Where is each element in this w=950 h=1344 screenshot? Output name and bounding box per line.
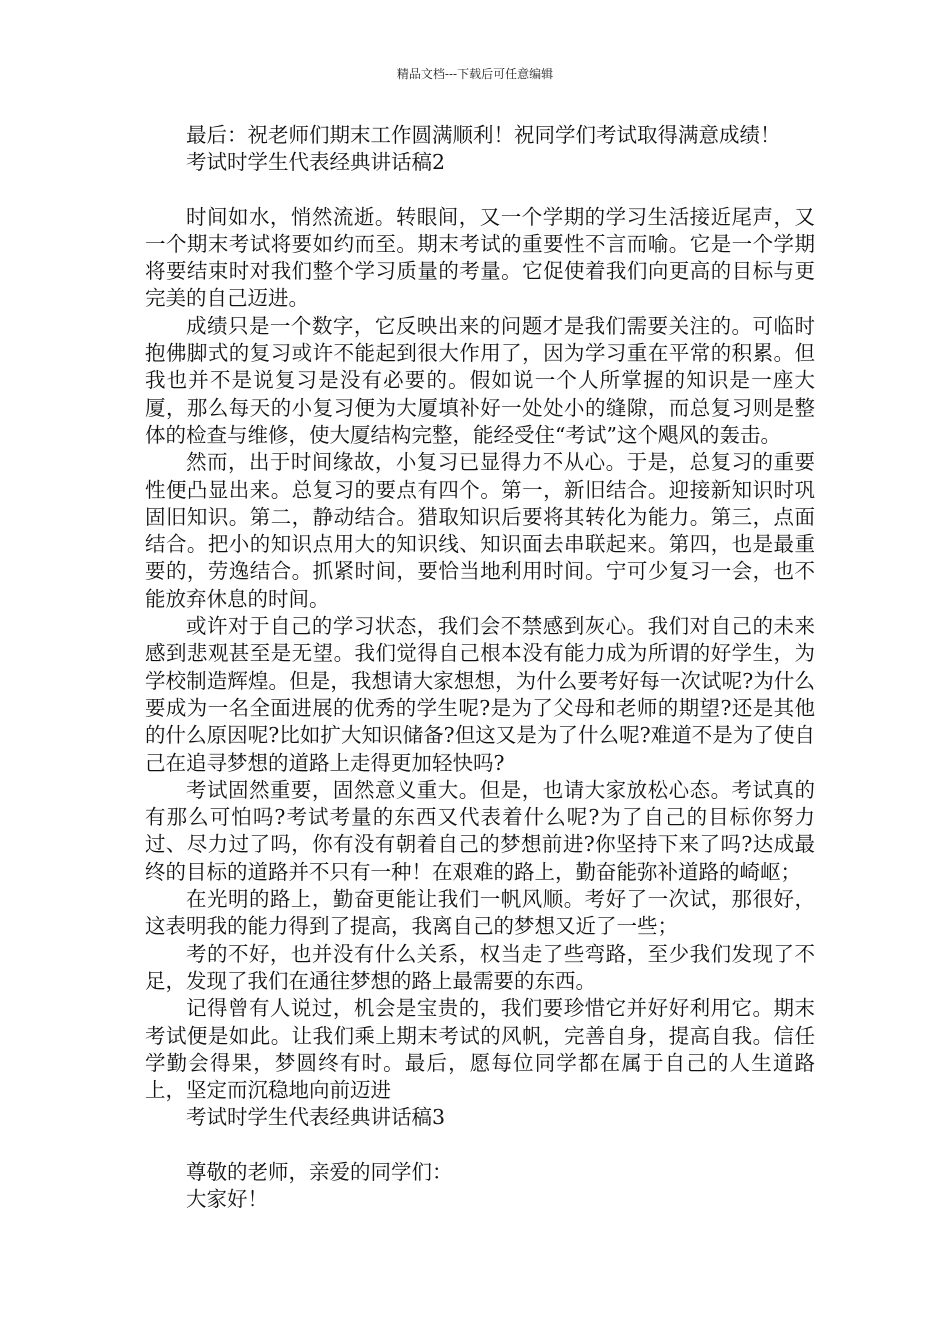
paragraph-1: 时间如水，悄然流逝。转眼间，又一个学期的学习生活接近尾声，又一个期末考试将要如约而至。期末考试的重要性不言而喻。它是一个学期将要结束时对我们整个学习质量的考量。它促使着我们向更高的目标与更完美的自己迈进。 [145,204,815,311]
paragraph-3: 然而，出于时间缘故，小复习已显得力不从心。于是，总复习的重要性便凸显出来。总复习的要点有四个。第一，新旧结合。迎接新知识时巩固旧知识。第二，静动结合。猎取知识后要将其转化为能力。第三，点面结合。把小的知识点用大的知识线、知识面去串联起来。第四，也是最重要的，劳逸结合。抓紧时间，要恰当地利用时间。宁可少复习一会，也不能放弃休息的时间。 [145,450,815,611]
paragraph-7: 考的不好，也并没有什么关系，权当走了些弯路，至少我们发现了不足，发现了我们在通往梦想的路上最需要的东西。 [145,941,815,993]
section-title-3: 考试时学生代表经典讲话稿3 [186,1105,446,1130]
closing-line: 最后：祝老师们期末工作圆满顺利！祝同学们考试取得满意成绩！ [186,123,781,147]
section-title-2: 考试时学生代表经典讲话稿2 [186,150,446,175]
hello: 大家好！ [186,1186,268,1211]
paragraph-4: 或许对于自己的学习状态，我们会不禁感到灰心。我们对自己的未来感到悲观甚至是无望。我们觉得自己根本没有能力成为所谓的好学生，为学校制造辉煌。但是，我想请大家想想，为什么要考好每一次试呢?为什么要成为一名全面进展的优秀的学生呢?是为了父母和老师的期望?还是其他的什么原因呢?比如扩大知识储备?但这又是为了什么呢?难道不是为了使自己在追寻梦想的道路上走得更加轻快吗? [145,614,815,775]
paragraph-8: 记得曾有人说过，机会是宝贵的，我们要珍惜它并好好利用它。期末考试便是如此。让我们乘上期末考试的风帆，完善自身，提高自我。信任学勤会得果，梦圆终有时。最后，愿每位同学都在属于自己的人生道路上，坚定而沉稳地向前迈进 [145,996,815,1103]
page-header: 精品文档---下载后可任意编辑 [396,67,554,81]
paragraph-2: 成绩只是一个数字，它反映出来的问题才是我们需要关注的。可临时抱佛脚式的复习或许不能起到很大作用了，因为学习重在平常的积累。但我也并不是说复习是没有必要的。假如说一个人所掌握的知识是一座大厦，那么每天的小复习便为大厦填补好一处处小的缝隙，而总复习则是整体的检查与维修，使大厦结构完整，能经受住“考试”这个飓风的轰击。 [145,313,815,447]
paragraph-5: 考试固然重要，固然意义重大。但是，也请大家放松心态。考试真的有那么可怕吗?考试考量的东西又代表着什么呢?为了自己的目标你努力过、尽力过了吗，你有没有朝着自己的梦想前进?你坚持下来了吗?达成最终的目标的道路并不只有一种！在艰难的路上，勤奋能弥补道路的崎岖； [145,777,815,884]
greeting: 尊敬的老师，亲爱的同学们： [186,1159,453,1184]
paragraph-6: 在光明的路上，勤奋更能让我们一帆风顺。考好了一次试，那很好，这表明我的能力得到了提高，我离自己的梦想又近了一些； [145,887,815,939]
document-body [145,122,815,1213]
